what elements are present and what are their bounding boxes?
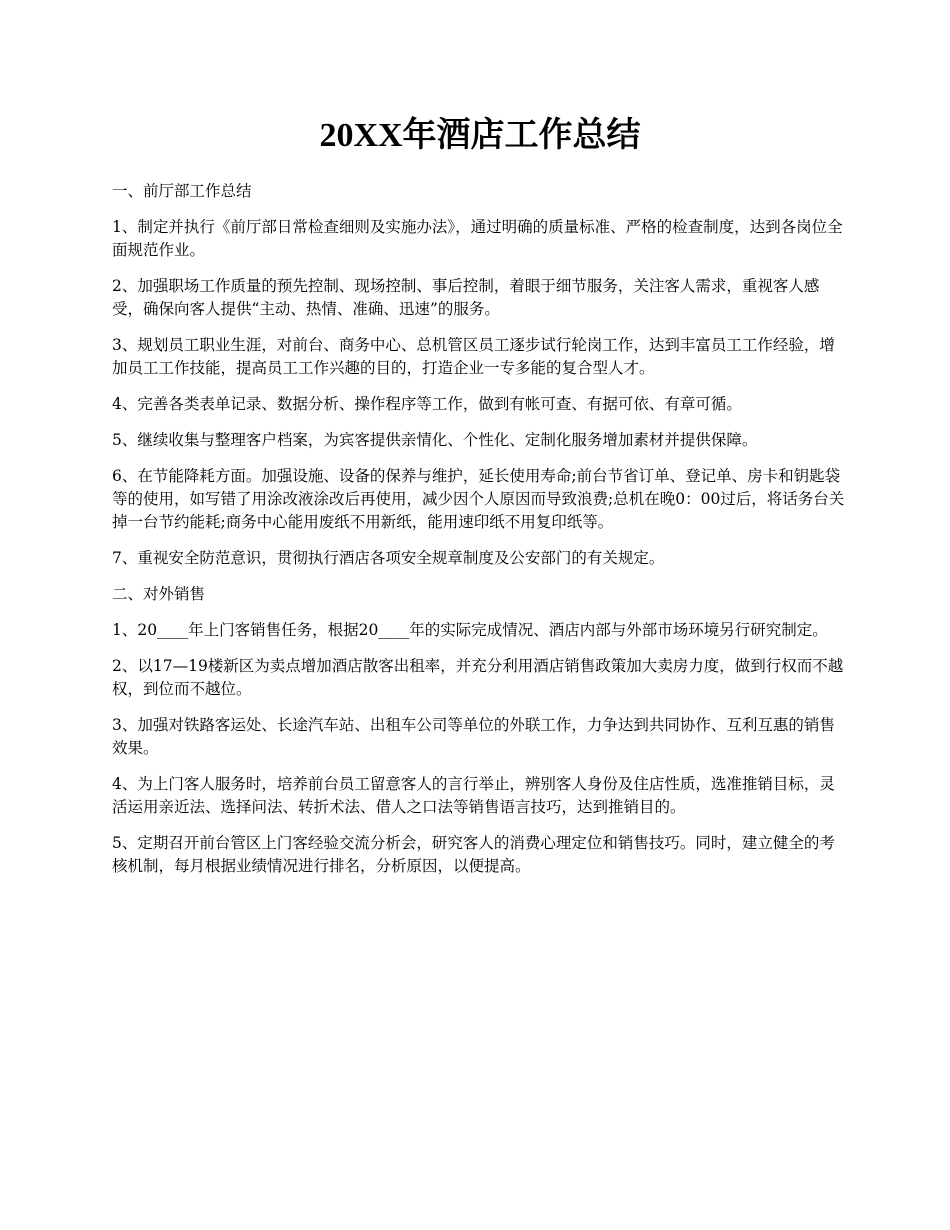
section-heading-external-sales: 二、对外销售	[112, 585, 206, 603]
document-title: 20XX年酒店工作总结	[319, 117, 641, 154]
paragraph: 5、继续收集与整理客户档案，为宾客提供亲情化、个性化、定制化服务增加素材并提供保障。	[112, 431, 758, 449]
paragraph: 4、完善各类表单记录、数据分析、操作程序等工作，做到有帐可查、有据可依、有章可循。	[112, 395, 742, 413]
paragraph: 3、加强对铁路客运处、长途汽车站、出租车公司等单位的外联工作，力争达到共同协作、互利互惠的销售效果。	[112, 716, 835, 757]
paragraph: 6、在节能降耗方面。加强设施、设备的保养与维护，延长使用寿命;前台节省订单、登记单、房卡和钥匙袋等的使用，如写错了用涂改液涂改后再使用，减少因个人原因而导致浪费;总机在晚0：00过后，将话务台关掉一台节约能耗;商务中心能用废纸不用新纸，能用速印纸不用复印纸等。	[112, 467, 845, 531]
paragraph: 1、20____年上门客销售任务，根据20____年的实际完成情况、酒店内部与外部市场环境另行研究制定。	[112, 621, 828, 639]
document-body	[112, 112, 848, 891]
paragraph: 1、制定并执行《前厅部日常检查细则及实施办法》，通过明确的质量标准、严格的检查制度，达到各岗位全面规范作业。	[112, 218, 843, 259]
paragraph: 2、以17—19楼新区为卖点增加酒店散客出租率，并充分利用酒店销售政策加大卖房力度，做到行权而不越权，到位而不越位。	[112, 657, 844, 698]
paragraph: 2、加强职场工作质量的预先控制、现场控制、事后控制，着眼于细节服务，关注客人需求，重视客人感受，确保向客人提供“主动、热情、准确、迅速”的服务。	[112, 277, 820, 318]
section-heading-front-office: 一、前厅部工作总结	[112, 182, 252, 200]
paragraph: 5、定期召开前台管区上门客经验交流分析会，研究客人的消费心理定位和销售技巧。同时，建立健全的考核机制，每月根据业绩情况进行排名，分析原因，以便提高。	[112, 834, 835, 875]
paragraph: 4、为上门客人服务时，培养前台员工留意客人的言行举止，辨别客人身份及住店性质，选准推销目标，灵活运用亲近法、选择问法、转折术法、借人之口法等销售语言技巧，达到推销目的。	[112, 775, 835, 816]
paragraph: 7、重视安全防范意识，贯彻执行酒店各项安全规章制度及公安部门的有关规定。	[112, 549, 665, 567]
paragraph: 3、规划员工职业生涯，对前台、商务中心、总机管区员工逐步试行轮岗工作，达到丰富员工工作经验，增加员工工作技能，提高员工工作兴趣的目的，打造企业一专多能的复合型人才。	[112, 336, 835, 377]
